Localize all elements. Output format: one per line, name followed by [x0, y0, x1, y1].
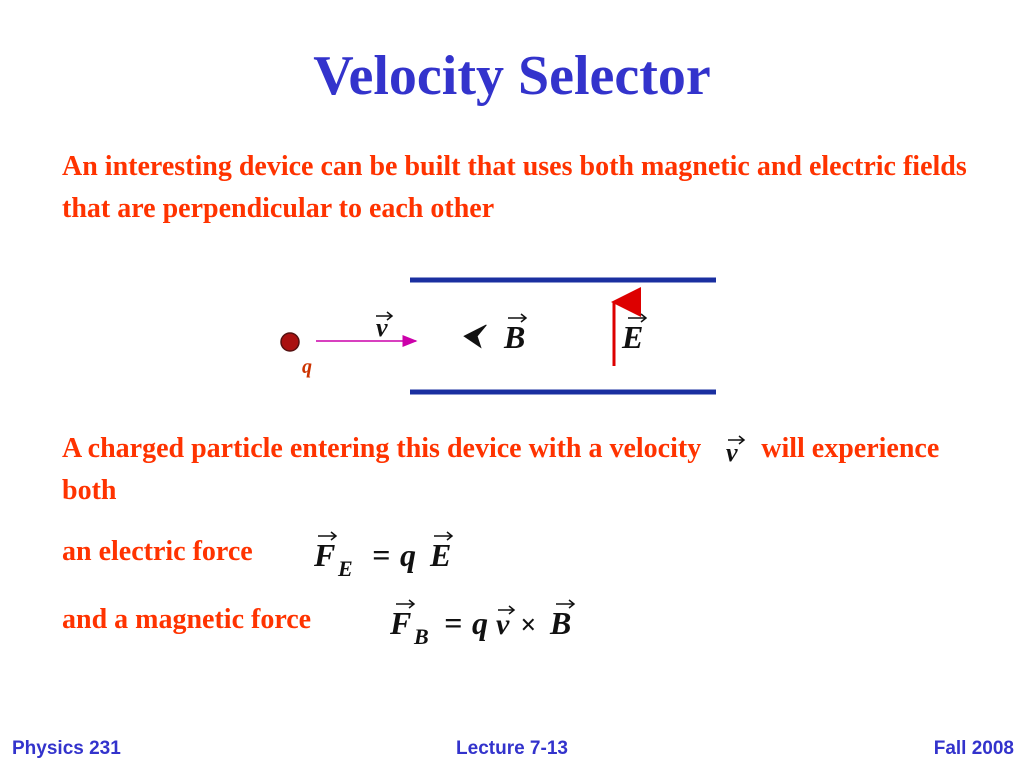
eq1-charge: q: [400, 537, 416, 573]
footer-lecture: Lecture 7-13: [456, 738, 568, 759]
slide-title: Velocity Selector: [313, 45, 711, 107]
eq2-charge: q: [472, 605, 488, 641]
footer-term: Fall 2008: [933, 738, 1014, 759]
eq2-velocity: v: [496, 608, 510, 641]
eq2-equals: =: [444, 605, 463, 641]
velocity-selector-diagram: [270, 268, 730, 400]
inline-velocity-label: v: [726, 438, 738, 464]
eq2-field: B: [550, 605, 572, 641]
eq2-lhs-sub: B: [414, 624, 429, 649]
particle-text-after: will experience both: [62, 433, 940, 506]
particle-text-before: A charged particle entering this device with a velocity: [62, 433, 702, 464]
magnetic-force-label: and a magnetic force: [62, 604, 312, 635]
b-field-arrow-icon: ⮜: [462, 320, 482, 351]
eq1-equals: =: [372, 537, 391, 573]
b-field-label: B: [504, 319, 526, 355]
e-field-label: E: [622, 319, 644, 355]
footer-course: Physics 231: [12, 738, 121, 759]
inline-velocity-symbol: [720, 434, 750, 464]
charge-label: q: [302, 356, 312, 378]
eq1-lhs: F: [314, 537, 336, 573]
electric-force-label: an electric force: [62, 536, 253, 567]
eq1-lhs-sub: E: [338, 556, 353, 581]
intro-text: An interesting device can be built that uses both magnetic and electric fields that are perpendicular to each other: [62, 151, 967, 224]
velocity-label: v: [376, 313, 388, 342]
eq2-cross: ×: [520, 610, 536, 641]
magnetic-force-equation: [384, 594, 584, 650]
eq2-lhs: F: [390, 605, 412, 641]
charged-particle: [281, 333, 299, 351]
electric-force-equation: [308, 526, 468, 582]
particle-text: [62, 428, 982, 512]
eq1-field: E: [430, 537, 452, 573]
